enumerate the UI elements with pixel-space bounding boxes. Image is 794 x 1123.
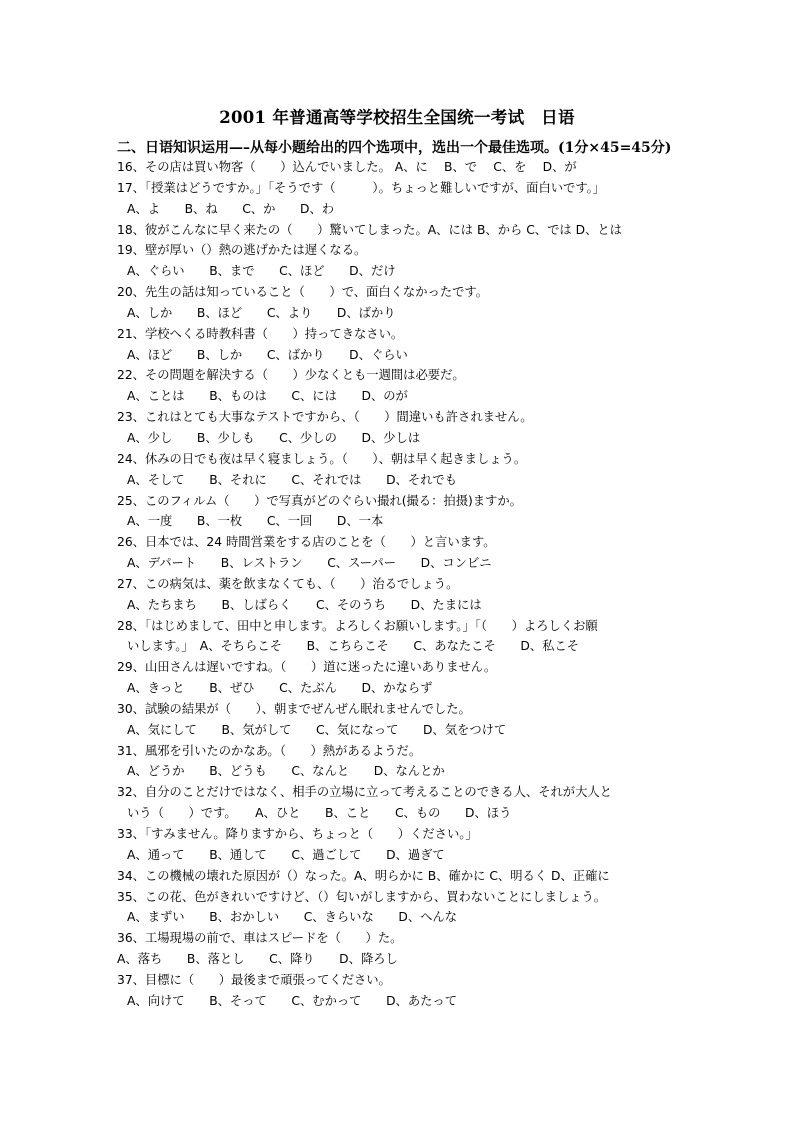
options-line: いう（ ）です。 A、ひと B、こと C、もの D、ほう bbox=[127, 806, 512, 821]
question-line: 24、休みの日でも夜は早く寝ましょう。（ ）、朝は早く起きましょう。 bbox=[117, 451, 527, 466]
options-line: A、一度 B、一枚 C、一回 D、一本 bbox=[127, 514, 384, 529]
question-line: 34、この機械の壊れた原因が（）なった。A、明らかに B、確かに C、明るく D、正確に bbox=[117, 868, 610, 883]
question-line: 19、壁が厚い（）熱の逃げかたは遅くなる。 bbox=[117, 243, 367, 258]
question-line: 18、彼がこんなに早く来たの（ ）驚いてしまった。A、には B、から C、では D、とは bbox=[117, 222, 622, 237]
options-line: A、よ B、ね C、か D、わ bbox=[127, 201, 335, 216]
options-line: A、きっと B、ぜひ C、たぶん D、かならず bbox=[127, 681, 433, 696]
options-line: A、気にして B、気がして C、気になって D、気をつけて bbox=[127, 722, 507, 737]
question-line: 25、このフィルム（ ）で写真がどのぐらい撮れ(撮る：拍摄)ますか。 bbox=[117, 493, 522, 508]
options-line: A、向けて B、そって C、むかって D、あたって bbox=[127, 993, 458, 1008]
options-line: A、ぐらい B、まで C、ほど D、だけ bbox=[127, 264, 396, 279]
question-line: 23、これはとても大事なテストですから、（ ）間違いも許されません。 bbox=[117, 410, 533, 425]
options-line: A、落ち B、落とし C、降り D、降ろし bbox=[117, 952, 398, 967]
question-line: 35、この花、色がきれいですけど、（）匂いがしますから、買わないことにしましょう。 bbox=[117, 889, 607, 904]
options-line: A、そして B、それに C、それでは D、それでも bbox=[127, 472, 458, 487]
question-line: 22、その問題を解決する（ ）少なくとも一週間は必要だ。 bbox=[117, 368, 465, 383]
question-line: 31、風邪を引いたのかなあ。（ ）熱があるようだ。 bbox=[117, 743, 422, 758]
question-line: 30、試験の結果が（ ）、朝までぜんぜん眠れませんでした。 bbox=[117, 701, 471, 716]
options-line: A、デパート B、レストラン C、スーパー D、コンビニ bbox=[127, 556, 492, 571]
question-line: 20、先生の話は知っていること（ ）で、面白くなかったです。 bbox=[117, 285, 489, 300]
question-line: 33、「すみません。降りますから、ちょっと（ ）ください。」 bbox=[117, 827, 478, 841]
options-line: A、少し B、少しも C、少しの D、少しは bbox=[127, 430, 421, 445]
question-line: 32、自分のことだけではなく、相手の立場に立って考えることのできる人、それが大人と bbox=[117, 785, 612, 800]
options-line: A、ほど B、しか C、ばかり D、ぐらい bbox=[127, 347, 408, 362]
options-line: いします。」 A、そちらこそ B、こちらこそ C、あなたこそ D、私こそ bbox=[127, 639, 580, 654]
options-line: A、どうか B、どうも C、なんと D、なんとか bbox=[127, 764, 445, 779]
page-title: 2001 年普通高等学校招生全国统一考试 日语 bbox=[219, 108, 575, 127]
options-line: A、しか B、ほど C、より D、ばかり bbox=[127, 305, 396, 320]
question-line: 17、「授業はどうですか。」「そうです（ ）。ちょっと難しいですが、面白いです。」 bbox=[117, 180, 606, 195]
question-list bbox=[117, 157, 697, 1012]
question-line: 28、「はじめまして、田中と申します。よろしくお願いします。」「（ ）よろしくお願 bbox=[117, 618, 598, 633]
question-line: 26、日本では、24 時間営業をする店のことを（ ）と言います。 bbox=[117, 535, 496, 550]
question-line: 36、工場現場の前で、車はスピードを（ ）た。 bbox=[117, 931, 403, 946]
options-line: A、通って B、通して C、過ごして D、過ぎて bbox=[127, 847, 445, 862]
section-heading: 二、日语知识运用—–从每小题给出的四个选项中，选出一个最佳选项。(1分×45=45分) bbox=[117, 140, 672, 156]
question-line: 21、学校へくる時教科書（ ）持ってきなさい。 bbox=[117, 326, 404, 341]
question-line: 37、目標に（ ）最後まで頑張ってください。 bbox=[117, 972, 391, 987]
options-line: A、ことは B、ものは C、には D、のが bbox=[127, 389, 408, 404]
options-line: A、まずい B、おかしい C、きらいな D、へんな bbox=[127, 910, 458, 925]
question-line: 16、その店は買い物客（ ）込んでいました。 A、に B、で C、を D、が bbox=[117, 160, 577, 174]
question-line: 29、山田さんは遅いですね。（ ）道に迷ったに違いありません。 bbox=[117, 660, 497, 675]
options-line: A、たちまち B、しばらく C、そのうち D、たまには bbox=[127, 597, 482, 612]
question-line: 27、この病気は、薬を飲まなくても、（ ）治るでしょう。 bbox=[117, 576, 459, 591]
